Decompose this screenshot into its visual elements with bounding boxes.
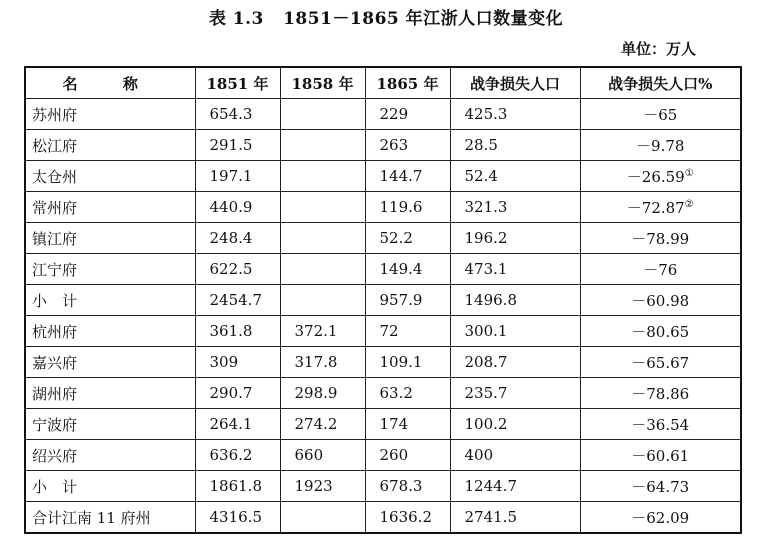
cell-1865	[365, 378, 450, 409]
cell-loss-text: 425.3	[464, 105, 508, 123]
cell-1865	[365, 285, 450, 316]
cell-1865	[365, 99, 450, 130]
cell-name-text: 小 计	[32, 291, 78, 310]
column-header-1851: 1851 年	[195, 67, 280, 99]
cell-loss-pct	[580, 347, 741, 378]
table-row	[25, 192, 741, 223]
cell-loss-pct-text: －80.65	[631, 322, 690, 341]
cell-name	[25, 161, 195, 192]
cell-loss-pct-text: －60.98	[631, 291, 690, 310]
cell-loss	[450, 502, 580, 534]
cell-loss-pct	[580, 378, 741, 409]
cell-loss	[450, 223, 580, 254]
cell-1865	[365, 440, 450, 471]
cell-loss-pct	[580, 254, 741, 285]
table-row	[25, 471, 741, 502]
cell-1851-text: 309	[209, 353, 239, 371]
cell-loss	[450, 99, 580, 130]
cell-1865	[365, 161, 450, 192]
cell-loss	[450, 378, 580, 409]
cell-1865-text: 263	[379, 136, 409, 154]
cell-1851	[195, 471, 280, 502]
cell-1858-text: 274.2	[294, 415, 338, 433]
cell-1865-text: 144.7	[379, 167, 423, 185]
cell-1851	[195, 347, 280, 378]
cell-name	[25, 192, 195, 223]
cell-1865	[365, 223, 450, 254]
cell-1858	[280, 161, 365, 192]
cell-1851	[195, 161, 280, 192]
cell-loss-pct-text: －26.59	[626, 167, 685, 186]
cell-1865-text: 174	[379, 415, 409, 433]
cell-1858	[280, 192, 365, 223]
cell-loss-pct	[580, 502, 741, 534]
cell-loss-text: 208.7	[464, 353, 508, 371]
cell-1851-text: 361.8	[209, 322, 253, 340]
cell-loss-text: 473.1	[464, 260, 508, 278]
cell-loss-pct-text: －65.67	[631, 353, 690, 372]
cell-name-text: 太仓州	[32, 167, 78, 186]
cell-1865-text: 63.2	[379, 384, 413, 402]
cell-1851	[195, 502, 280, 534]
cell-name-text: 小 计	[32, 477, 78, 496]
cell-1858	[280, 285, 365, 316]
column-header-loss-pct: 战争损失人口%	[580, 67, 741, 99]
cell-1865	[365, 192, 450, 223]
footnote-marker: ①	[684, 167, 694, 179]
cell-1851	[195, 192, 280, 223]
cell-1865-text: 260	[379, 446, 409, 464]
cell-loss-pct	[580, 223, 741, 254]
cell-name-text: 宁波府	[32, 415, 78, 434]
cell-name	[25, 440, 195, 471]
cell-name-text: 常州府	[32, 198, 78, 217]
cell-1851	[195, 223, 280, 254]
table-row	[25, 316, 741, 347]
cell-loss-pct	[580, 316, 741, 347]
cell-1851-text: 1861.8	[209, 477, 262, 495]
cell-loss-pct	[580, 161, 741, 192]
cell-name-text: 松江府	[32, 136, 78, 155]
cell-name	[25, 316, 195, 347]
cell-1851	[195, 285, 280, 316]
cell-loss-pct-text: －72.87	[626, 198, 685, 217]
cell-1865	[365, 502, 450, 534]
cell-name	[25, 347, 195, 378]
cell-1865	[365, 409, 450, 440]
cell-loss-pct	[580, 440, 741, 471]
cell-1851-text: 654.3	[209, 105, 253, 123]
cell-loss-text: 2741.5	[464, 508, 517, 526]
cell-name-text: 嘉兴府	[32, 353, 78, 372]
cell-1865-text: 72	[379, 322, 399, 340]
cell-1851-text: 4316.5	[209, 508, 262, 526]
cell-1865-text: 119.6	[379, 198, 423, 216]
cell-1851-text: 636.2	[209, 446, 253, 464]
cell-loss-pct-text: －62.09	[631, 508, 690, 527]
cell-1865	[365, 316, 450, 347]
cell-loss	[450, 192, 580, 223]
cell-1858	[280, 409, 365, 440]
cell-1865	[365, 347, 450, 378]
column-header-1858: 1858 年	[280, 67, 365, 99]
table-row	[25, 378, 741, 409]
cell-loss-pct-text: －60.61	[631, 446, 690, 465]
cell-1858	[280, 347, 365, 378]
cell-1851	[195, 316, 280, 347]
cell-loss-text: 196.2	[464, 229, 508, 247]
cell-1858-text: 298.9	[294, 384, 338, 402]
cell-1851	[195, 378, 280, 409]
cell-1858	[280, 223, 365, 254]
column-header-loss: 战争损失人口	[450, 67, 580, 99]
cell-1851	[195, 409, 280, 440]
cell-1865-text: 957.9	[379, 291, 423, 309]
cell-1851-text: 622.5	[209, 260, 253, 278]
cell-loss-text: 100.2	[464, 415, 508, 433]
cell-loss-pct-text: －78.86	[631, 384, 690, 403]
cell-loss	[450, 161, 580, 192]
table-row	[25, 285, 741, 316]
cell-1858	[280, 316, 365, 347]
cell-1858-text: 372.1	[294, 322, 338, 340]
table-title: 表 1.3 1851－1865 年江浙人口数量变化	[208, 9, 564, 29]
cell-1865-text: 109.1	[379, 353, 423, 371]
cell-1858	[280, 99, 365, 130]
cell-loss-text: 28.5	[464, 136, 498, 154]
cell-1865-text: 229	[379, 105, 409, 123]
cell-loss	[450, 409, 580, 440]
cell-name	[25, 378, 195, 409]
cell-1858-text: 1923	[294, 477, 333, 495]
header-row	[25, 67, 741, 99]
table-row	[25, 409, 741, 440]
footnote-marker: ②	[684, 198, 694, 210]
table-row	[25, 502, 741, 534]
cell-1851-text: 440.9	[209, 198, 253, 216]
cell-name-text: 镇江府	[32, 229, 78, 248]
table-row	[25, 254, 741, 285]
cell-loss	[450, 347, 580, 378]
unit-label: 单位：万人	[620, 40, 696, 58]
table-row	[25, 130, 741, 161]
cell-loss-text: 321.3	[464, 198, 508, 216]
table-row	[25, 223, 741, 254]
cell-1858	[280, 440, 365, 471]
cell-loss-pct	[580, 192, 741, 223]
cell-1851	[195, 254, 280, 285]
cell-1865-text: 678.3	[379, 477, 423, 495]
cell-loss-pct	[580, 285, 741, 316]
cell-name	[25, 502, 195, 534]
cell-1858	[280, 130, 365, 161]
cell-loss-text: 300.1	[464, 322, 508, 340]
cell-loss-text: 1496.8	[464, 291, 517, 309]
cell-1858	[280, 378, 365, 409]
cell-1851-text: 197.1	[209, 167, 253, 185]
cell-name	[25, 285, 195, 316]
cell-1865	[365, 254, 450, 285]
cell-loss-text: 52.4	[464, 167, 498, 185]
cell-name-text: 苏州府	[32, 105, 78, 124]
cell-1851	[195, 99, 280, 130]
cell-loss-pct	[580, 130, 741, 161]
cell-1858	[280, 254, 365, 285]
cell-1851-text: 2454.7	[209, 291, 262, 309]
column-header-1865: 1865 年	[365, 67, 450, 99]
cell-1858	[280, 502, 365, 534]
cell-loss-text: 1244.7	[464, 477, 517, 495]
cell-name-text: 绍兴府	[32, 446, 78, 465]
cell-loss	[450, 130, 580, 161]
cell-name	[25, 254, 195, 285]
cell-loss-text: 235.7	[464, 384, 508, 402]
cell-name	[25, 99, 195, 130]
cell-1858-text: 317.8	[294, 353, 338, 371]
cell-loss-pct-text: －36.54	[631, 415, 690, 434]
cell-1865	[365, 130, 450, 161]
cell-1858-text: 660	[294, 446, 324, 464]
cell-name	[25, 409, 195, 440]
table-row	[25, 161, 741, 192]
cell-loss-pct-text: －65	[643, 105, 678, 124]
cell-name	[25, 223, 195, 254]
cell-loss-pct-text: －64.73	[631, 477, 690, 496]
cell-name	[25, 130, 195, 161]
column-header-name: 名 称	[25, 67, 195, 99]
table-row	[25, 99, 741, 130]
cell-name-text: 江宁府	[32, 260, 78, 279]
cell-loss-pct-text: －78.99	[631, 229, 690, 248]
cell-1851-text: 264.1	[209, 415, 253, 433]
cell-loss	[450, 471, 580, 502]
cell-name-text: 杭州府	[32, 322, 78, 341]
cell-loss-text: 400	[464, 446, 494, 464]
cell-loss	[450, 316, 580, 347]
cell-1851-text: 248.4	[209, 229, 253, 247]
cell-1865-text: 1636.2	[379, 508, 432, 526]
cell-loss-pct	[580, 471, 741, 502]
cell-1851-text: 291.5	[209, 136, 253, 154]
cell-name-text: 湖州府	[32, 384, 78, 403]
cell-1865	[365, 471, 450, 502]
cell-1851-text: 290.7	[209, 384, 253, 402]
cell-name	[25, 471, 195, 502]
cell-loss	[450, 254, 580, 285]
cell-loss	[450, 440, 580, 471]
cell-loss-pct-text: －76	[643, 260, 678, 279]
cell-1865-text: 149.4	[379, 260, 423, 278]
cell-loss-pct	[580, 99, 741, 130]
cell-loss-pct	[580, 409, 741, 440]
cell-1865-text: 52.2	[379, 229, 413, 247]
cell-1858	[280, 471, 365, 502]
cell-1851	[195, 130, 280, 161]
population-table	[24, 66, 742, 534]
table-row	[25, 440, 741, 471]
cell-loss-pct-text: －9.78	[636, 136, 685, 155]
cell-loss	[450, 285, 580, 316]
cell-name-text: 合计江南 11 府州	[32, 508, 151, 527]
cell-1851	[195, 440, 280, 471]
table-row	[25, 347, 741, 378]
